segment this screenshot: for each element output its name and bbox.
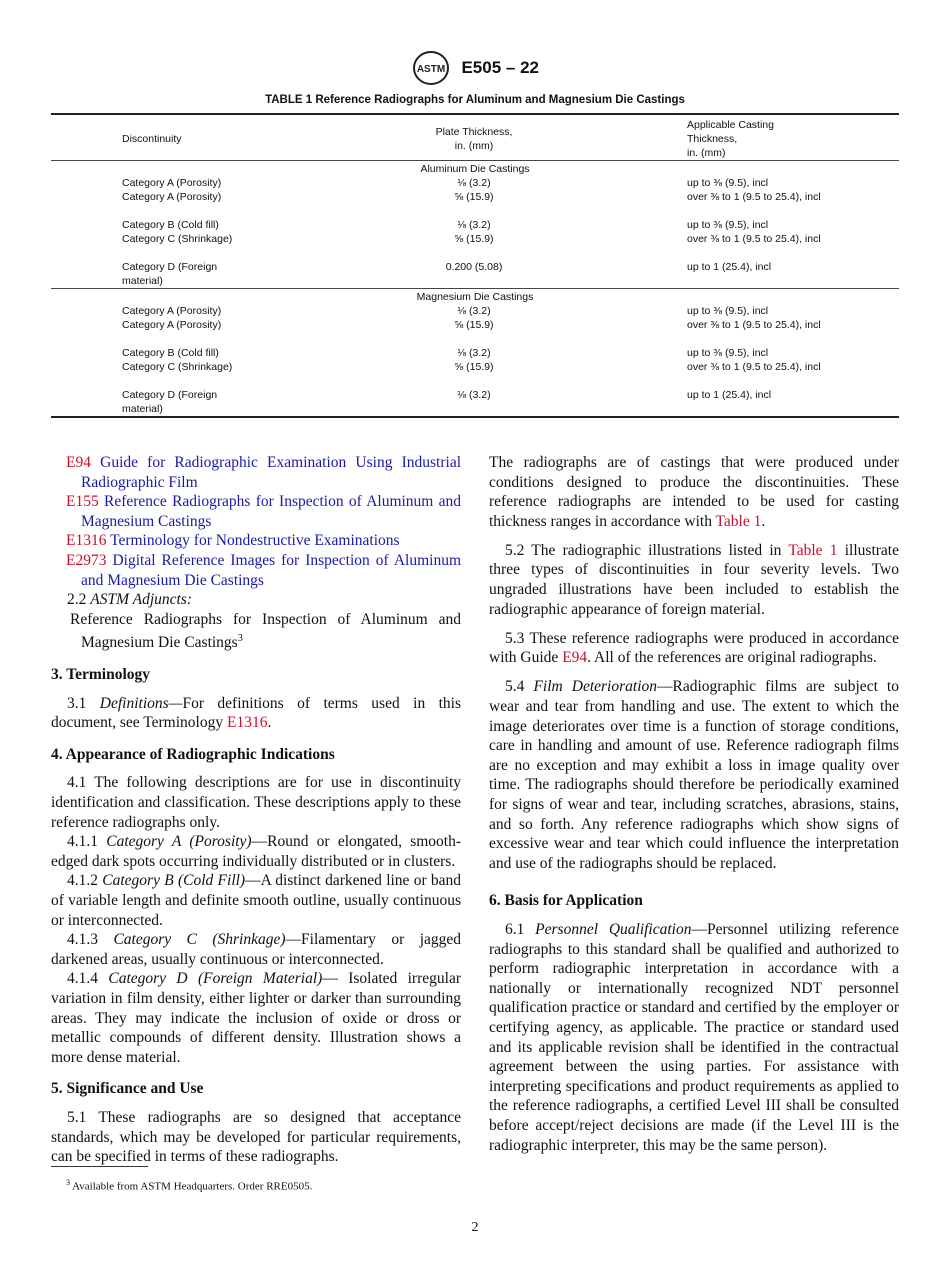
group-label-aluminum: Aluminum Die Castings bbox=[420, 163, 530, 175]
group-label-magnesium: Magnesium Die Castings bbox=[416, 291, 534, 303]
reference-title-link[interactable]: Reference Radiographs for Inspection of Aluminum and Magnesium Castings bbox=[81, 493, 462, 530]
table-row: Category B (Cold fill) ⅛ (3.2) up to ⅜ (9.5), incl bbox=[122, 219, 769, 231]
paragraph-4-1-4: 4.1.4 Category D (Foreign Material)— Isolated irregular variation in film density, either lighter or darker than surrounding areas. They may indicate the inclusion of oxide or dross or metallic compounds of different density. Illustration shows a more dense material. bbox=[51, 970, 461, 1066]
table-row: Category C (Shrinkage) ⅝ (15.9) over ⅜ to 1 (9.5 to 25.4), incl bbox=[122, 361, 821, 373]
reference-title-link[interactable]: Guide for Radiographic Examination Using Industrial Radiographic Film bbox=[81, 454, 461, 491]
col-header-discontinuity: Discontinuity bbox=[122, 133, 182, 145]
document-designation: E505 – 22 bbox=[461, 58, 539, 77]
footnote: $^3$ Available from ASTM Headquarters. Order RRE0505. bbox=[66, 1178, 313, 1193]
paragraph-3-1: 3.1 Definitions—For definitions of terms used in this document, see Terminology E1316. bbox=[51, 694, 462, 732]
reference-code-link[interactable]: E2973 bbox=[66, 551, 107, 569]
paragraph-5-3: 5.3 These reference radiographs were produced in accordance with Guide E94. All of the references are original radiographs. bbox=[489, 629, 899, 667]
reference-item bbox=[51, 551, 461, 590]
reference-radiographs-table bbox=[51, 113, 899, 418]
reference-title-link[interactable]: Terminology for Nondestructive Examinations bbox=[110, 532, 400, 550]
paragraph-5-4: 5.4 Film Deterioration—Radiographic films are subject to wear and tear from handling and use. The extent to which the image deteriorates over time is a function of storage conditions, care in handling and amount of use. Reference radiograph films are no exception and may exhibit a loss in image quality over time. The radiographs should therefore be periodically examined for signs of wear and tear, including scratches, abrasions, stains, and so forth. Any reference radiographs which show signs of excessive wear and tear which could influence the interpretation and use of the radiographs should be replaced. bbox=[489, 678, 899, 872]
adjuncts-heading: 2.2 ASTM Adjuncts: bbox=[67, 591, 192, 609]
reference-code-link[interactable]: E94 bbox=[66, 454, 91, 471]
page-header bbox=[0, 50, 950, 86]
paragraph-6-1: 6.1 Personnel Qualification—Personnel utilizing reference radiographs to this standard shall be qualified and authorized to perform radiographic interpretation in accordance with a nationally or internationally recognized NDT personnel qualification practice or standard and certified by the employer or certifying agency, as applicable. The practice or standard used and its applicable revision shall be identified in the contractual agreement between the using parties. For assistance with interpreting specifications and product requirements as applied to the reference radiographs, a certified Level III shall be consulted before accept/reject decisions are made (if the Level III is the radiographic interpreter, this may be the same person). bbox=[489, 920, 899, 1154]
table-row: Category A (Porosity) ⅝ (15.9) over ⅜ to 1 (9.5 to 25.4), incl bbox=[122, 191, 821, 203]
astm-logo-icon bbox=[411, 50, 451, 86]
table-1-link[interactable]: Table 1 bbox=[788, 541, 838, 559]
table-row: Category D (Foreign material) ⅛ (3.2) up to 1 (25.4), incl bbox=[122, 389, 772, 415]
paragraph-5-1-part2: The radiographs are of castings that were produced under conditions designed to produce the discontinuities. These reference radiographs are intended to be used for casting thickness ranges in accordance with Table 1. bbox=[489, 454, 899, 530]
left-column bbox=[51, 453, 461, 1176]
table-bottom-rule bbox=[51, 416, 899, 418]
section-heading-significance: 5. Significance and Use bbox=[51, 1080, 204, 1098]
page-number: 2 bbox=[471, 1220, 479, 1235]
col-header-applicable-thickness: Applicable Casting Thickness, in. (mm) bbox=[687, 119, 774, 159]
group-divider-rule bbox=[51, 288, 899, 289]
col-header-plate-thickness: Plate Thickness, in. (mm) bbox=[435, 126, 513, 152]
reference-code-link[interactable]: E1316 bbox=[66, 532, 107, 550]
section-heading-terminology: 3. Terminology bbox=[51, 666, 151, 684]
right-column bbox=[489, 453, 899, 1165]
table-header-row bbox=[51, 115, 899, 160]
table-title: TABLE 1 Reference Radiographs for Aluminum and Magnesium Die Castings bbox=[265, 94, 685, 106]
section-heading-basis: 6. Basis for Application bbox=[489, 892, 643, 910]
table-header-rule bbox=[51, 160, 899, 161]
reference-item bbox=[51, 531, 461, 551]
reference-title-link[interactable]: Digital Reference Images for Inspection of Aluminum and Magnesium Die Castings bbox=[81, 551, 462, 589]
paragraph-4-1-3: 4.1.3 Category C (Shrinkage)—Filamentary or jagged darkened areas, usually continuous or interconnected. bbox=[51, 931, 462, 968]
e1316-link[interactable]: E1316 bbox=[226, 714, 268, 732]
reference-item bbox=[51, 453, 461, 492]
table-row: Category A (Porosity) ⅛ (3.2) up to ⅜ (9.5), incl bbox=[122, 177, 769, 189]
e94-link[interactable]: E94 bbox=[562, 649, 588, 667]
table-row: Category C (Shrinkage) ⅝ (15.9) over ⅜ to 1 (9.5 to 25.4), incl bbox=[122, 233, 821, 245]
paragraph-5-1-part1: 5.1 These radiographs are so designed that acceptance standards, which may be developed for particular requirements, can be specified in terms of these radiographs. bbox=[51, 1108, 461, 1166]
footnote-rule bbox=[51, 1166, 148, 1167]
paragraph-4-1-2: 4.1.2 Category B (Cold Fill)—A distinct darkened line or band of variable length and definite smooth outline, usually continuous or interconnected. bbox=[51, 872, 462, 929]
svg-text:ASTM: ASTM bbox=[416, 64, 446, 75]
table-row: Category A (Porosity) ⅛ (3.2) up to ⅜ (9.5), incl bbox=[122, 305, 769, 317]
table-row: Category D (Foreign material) 0.200 (5.08) up to 1 (25.4), incl bbox=[122, 261, 772, 287]
reference-code-link[interactable]: E155 bbox=[66, 493, 99, 511]
section-heading-appearance: 4. Appearance of Radiographic Indications bbox=[51, 745, 335, 763]
table-row: Category B (Cold fill) ⅛ (3.2) up to ⅜ (9.5), incl bbox=[122, 347, 769, 359]
reference-item bbox=[51, 492, 461, 531]
paragraph-4-1-1: 4.1.1 Category A (Porosity)—Round or elongated, smooth-edged dark spots occurring individually distributed or in clusters. bbox=[51, 833, 462, 870]
table-row: Category A (Porosity) ⅝ (15.9) over ⅜ to 1 (9.5 to 25.4), incl bbox=[122, 319, 821, 331]
table-1-link[interactable]: Table 1 bbox=[715, 512, 762, 530]
adjunct-item: Reference Radiographs for Inspection of Aluminum and Magnesium Die Castings$^3$ bbox=[70, 610, 461, 652]
paragraph-4-1: 4.1 The following descriptions are for use in discontinuity identification and classification. These descriptions apply to these reference radiographs only. bbox=[51, 774, 461, 831]
paragraph-5-2: 5.2 The radiographic illustrations listed in Table 1 illustrate three types of discontinuities in four severity levels. Two ungraded illustrations have been included to establish the radiographic appearance of foreign material. bbox=[489, 541, 899, 618]
